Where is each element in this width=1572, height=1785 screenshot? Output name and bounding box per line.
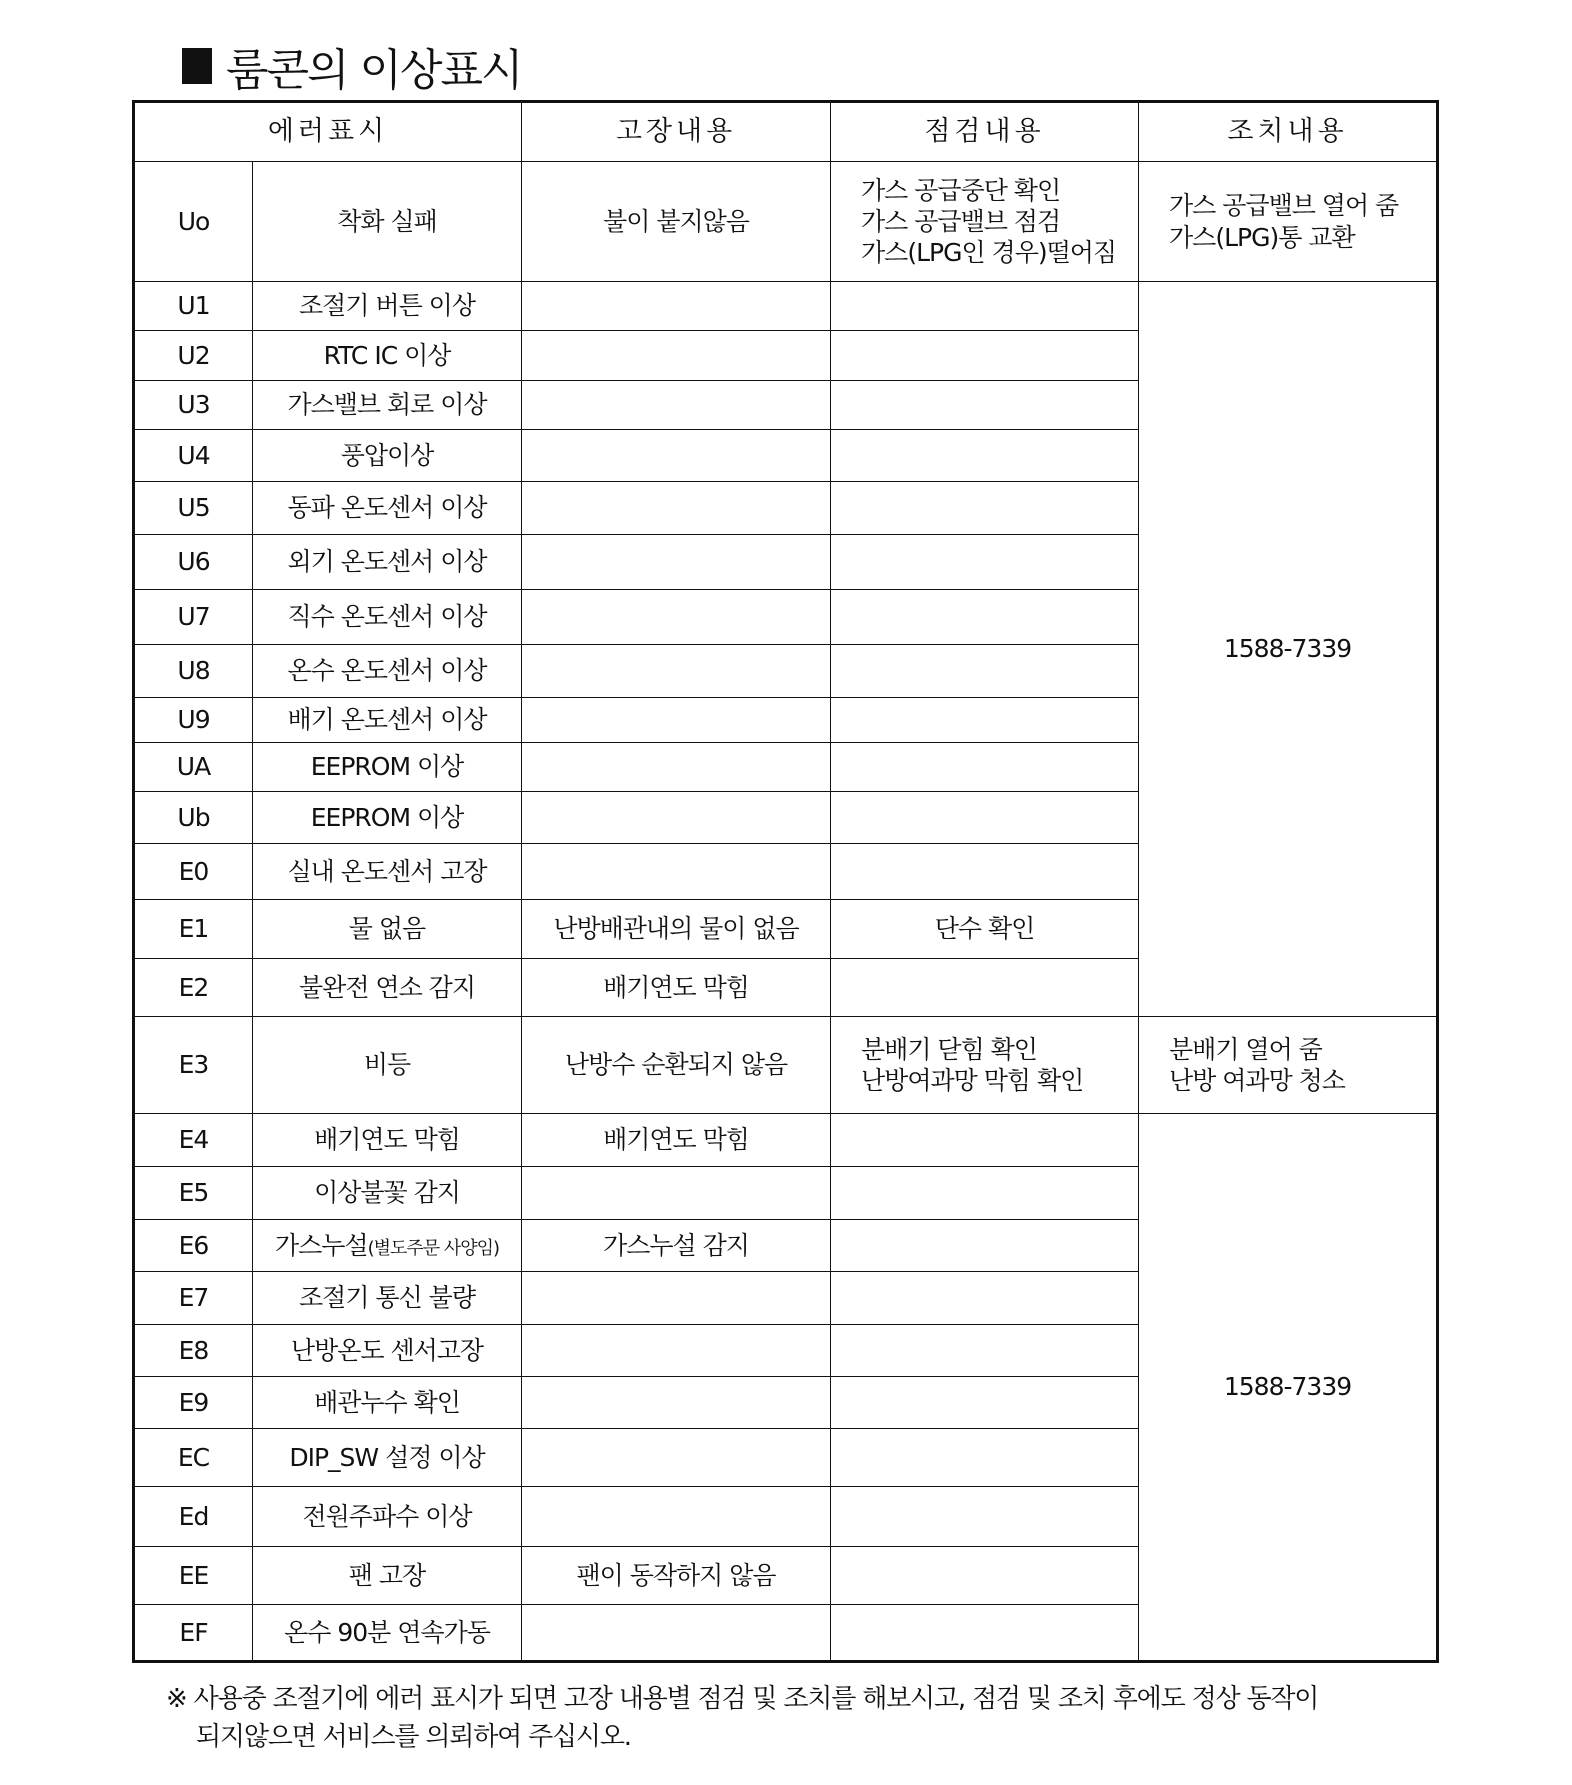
fault-description [522, 482, 831, 535]
error-code: Ub [134, 792, 253, 844]
error-name [253, 1605, 522, 1662]
error-code: E4 [134, 1114, 253, 1167]
error-code: U1 [134, 282, 253, 331]
action-description [1139, 1114, 1438, 1662]
error-name [253, 743, 522, 792]
check-description [831, 1377, 1139, 1429]
error-code: E2 [134, 959, 253, 1017]
error-name [253, 162, 522, 282]
footnote [166, 1680, 1318, 1756]
error-name-text: 배관누수 확인 [314, 1387, 460, 1417]
error-code: E5 [134, 1167, 253, 1220]
check-line: 분배기 닫힘 확인 [861, 1034, 1037, 1064]
fault-description [522, 792, 831, 844]
error-name-text: 동파 온도센서 이상 [287, 493, 487, 523]
fault-description: 난방수 순환되지 않음 [522, 1017, 831, 1114]
check-description [831, 743, 1139, 792]
error-code: EE [134, 1547, 253, 1605]
check-description [831, 1429, 1139, 1487]
error-name [253, 430, 522, 482]
header-fault: 고장내용 [522, 102, 831, 162]
fault-description: 배기연도 막힘 [522, 1114, 831, 1167]
error-name [253, 535, 522, 590]
service-phone-number: 1588-7339 [1223, 1372, 1352, 1402]
error-name [253, 482, 522, 535]
error-name [253, 1547, 522, 1605]
error-name [253, 1220, 522, 1272]
error-code: U6 [134, 535, 253, 590]
fault-description: 팬이 동작하지 않음 [522, 1547, 831, 1605]
error-name-text: 가스누설 [274, 1230, 368, 1260]
check-description [831, 1487, 1139, 1547]
error-code: E6 [134, 1220, 253, 1272]
fault-description: 난방배관내의 물이 없음 [522, 900, 831, 959]
fault-description [522, 698, 831, 743]
fault-description [522, 1325, 831, 1377]
error-name-text: 온수 90분 연속가동 [284, 1617, 490, 1647]
action-line: 가스(LPG)통 교환 [1169, 222, 1355, 252]
error-code: Ed [134, 1487, 253, 1547]
table-row [134, 1114, 1438, 1167]
check-description [831, 1114, 1139, 1167]
check-description [831, 282, 1139, 331]
table-header-row [134, 102, 1438, 162]
fault-description [522, 743, 831, 792]
error-code: EF [134, 1605, 253, 1662]
error-name-text: 난방온도 센서고장 [290, 1335, 484, 1365]
table-row [134, 1017, 1438, 1114]
error-name [253, 282, 522, 331]
check-description [831, 959, 1139, 1017]
fault-description [522, 535, 831, 590]
error-name [253, 381, 522, 430]
error-name-text: 팬 고장 [348, 1560, 426, 1590]
error-name-text: 조절기 버튼 이상 [299, 291, 475, 321]
footnote-line-1: ※ 사용중 조절기에 에러 표시가 되면 고장 내용별 점검 및 조치를 해보시고, 점검 및 조치 후에도 정상 동작이 [166, 1684, 1319, 1714]
error-name [253, 590, 522, 645]
error-name-text: 외기 온도센서 이상 [287, 547, 487, 577]
error-name-text: 불완전 연소 감지 [299, 972, 475, 1002]
action-line: 분배기 열어 줌 [1169, 1034, 1322, 1064]
error-name [253, 1429, 522, 1487]
table-row [134, 282, 1438, 331]
error-name [253, 1272, 522, 1325]
error-name [253, 844, 522, 900]
error-name-text: 전원주파수 이상 [302, 1501, 472, 1531]
error-name [253, 1325, 522, 1377]
error-name [253, 900, 522, 959]
fault-description [522, 590, 831, 645]
error-code: E0 [134, 844, 253, 900]
table-row [134, 162, 1438, 282]
page-title-text: 룸콘의 이상표시 [226, 45, 522, 96]
action-line: 난방 여과망 청소 [1169, 1066, 1345, 1095]
check-description [831, 844, 1139, 900]
error-name [253, 792, 522, 844]
error-name-text: EEPROM 이상 [310, 752, 464, 782]
action-description [1139, 1017, 1438, 1114]
header-action: 조치내용 [1139, 102, 1438, 162]
fault-description [522, 381, 831, 430]
error-name-text: 가스밸브 회로 이상 [287, 390, 487, 420]
error-code: EC [134, 1429, 253, 1487]
footnote-line-2: 되지않으면 서비스를 의뢰하여 주십시오. [196, 1722, 631, 1752]
check-description [831, 535, 1139, 590]
error-code: U9 [134, 698, 253, 743]
check-description [831, 900, 1139, 959]
fault-description [522, 1605, 831, 1662]
error-name-text: 착화 실패 [337, 206, 437, 236]
error-code: U2 [134, 331, 253, 381]
error-name-text: DIP_SW 설정 이상 [289, 1442, 485, 1472]
fault-description [522, 1429, 831, 1487]
check-description [831, 1220, 1139, 1272]
page-title [182, 34, 522, 98]
fault-description [522, 1167, 831, 1220]
error-name [253, 645, 522, 698]
error-name-text: 물 없음 [348, 914, 426, 944]
header-check: 점검내용 [831, 102, 1139, 162]
fault-description: 불이 붙지않음 [522, 162, 831, 282]
error-code-table [132, 100, 1439, 1663]
error-name-text: 직수 온도센서 이상 [287, 602, 487, 632]
error-name-text: 비등 [363, 1050, 411, 1080]
error-code: E9 [134, 1377, 253, 1429]
error-name [253, 1114, 522, 1167]
fault-description [522, 1272, 831, 1325]
fault-description [522, 1487, 831, 1547]
action-description [1139, 282, 1438, 1017]
check-description [831, 331, 1139, 381]
error-code: U3 [134, 381, 253, 430]
check-description [831, 1325, 1139, 1377]
check-description [831, 1272, 1139, 1325]
header-error-display: 에러표시 [134, 102, 522, 162]
error-name [253, 1487, 522, 1547]
error-name [253, 1017, 522, 1114]
error-code: E8 [134, 1325, 253, 1377]
error-name [253, 959, 522, 1017]
error-name [253, 1377, 522, 1429]
error-name [253, 331, 522, 381]
error-code: U8 [134, 645, 253, 698]
fault-description [522, 844, 831, 900]
check-description [831, 162, 1139, 282]
error-code: U5 [134, 482, 253, 535]
check-line: 가스(LPG인 경우)떨어짐 [861, 238, 1117, 268]
error-name [253, 698, 522, 743]
error-code: E7 [134, 1272, 253, 1325]
fault-description [522, 331, 831, 381]
action-line: 가스 공급밸브 열어 줌 [1169, 191, 1399, 221]
check-description [831, 1167, 1139, 1220]
fault-description: 배기연도 막힘 [522, 959, 831, 1017]
check-description [831, 430, 1139, 482]
check-line: 가스 공급밸브 점검 [861, 206, 1061, 236]
fault-description [522, 282, 831, 331]
fault-description: 가스누설 감지 [522, 1220, 831, 1272]
check-description [831, 645, 1139, 698]
fault-description [522, 430, 831, 482]
check-description [831, 1605, 1139, 1662]
error-name-text: 배기 온도센서 이상 [287, 705, 487, 735]
error-name-text: RTC IC 이상 [323, 340, 451, 370]
error-name-note: (별도주문 사양임) [367, 1237, 500, 1259]
error-name-text: 풍압이상 [340, 440, 434, 470]
error-name-text: 배기연도 막힘 [314, 1125, 460, 1155]
check-description [831, 482, 1139, 535]
check-description [831, 381, 1139, 430]
service-phone-number: 1588-7339 [1223, 634, 1352, 664]
action-description [1139, 162, 1438, 282]
error-code: E3 [134, 1017, 253, 1114]
check-line: 가스 공급중단 확인 [861, 175, 1061, 205]
square-bullet-icon [182, 48, 212, 84]
check-line: 난방여과망 막힘 확인 [861, 1066, 1084, 1095]
check-description [831, 698, 1139, 743]
error-code: E1 [134, 900, 253, 959]
error-name [253, 1167, 522, 1220]
error-name-text: 실내 온도센서 고장 [287, 856, 487, 886]
error-name-text: 이상불꽃 감지 [314, 1178, 460, 1208]
check-description [831, 1547, 1139, 1605]
error-code: UA [134, 743, 253, 792]
check-description [831, 1017, 1139, 1114]
error-name-text: EEPROM 이상 [310, 802, 464, 832]
check-description [831, 792, 1139, 844]
fault-description [522, 645, 831, 698]
error-code: U7 [134, 590, 253, 645]
check-line: 단수 확인 [934, 914, 1035, 944]
error-code: Uo [134, 162, 253, 282]
error-name-text: 온수 온도센서 이상 [287, 656, 487, 686]
error-code: U4 [134, 430, 253, 482]
error-name-text: 조절기 통신 불량 [299, 1283, 475, 1313]
fault-description [522, 1377, 831, 1429]
check-description [831, 590, 1139, 645]
